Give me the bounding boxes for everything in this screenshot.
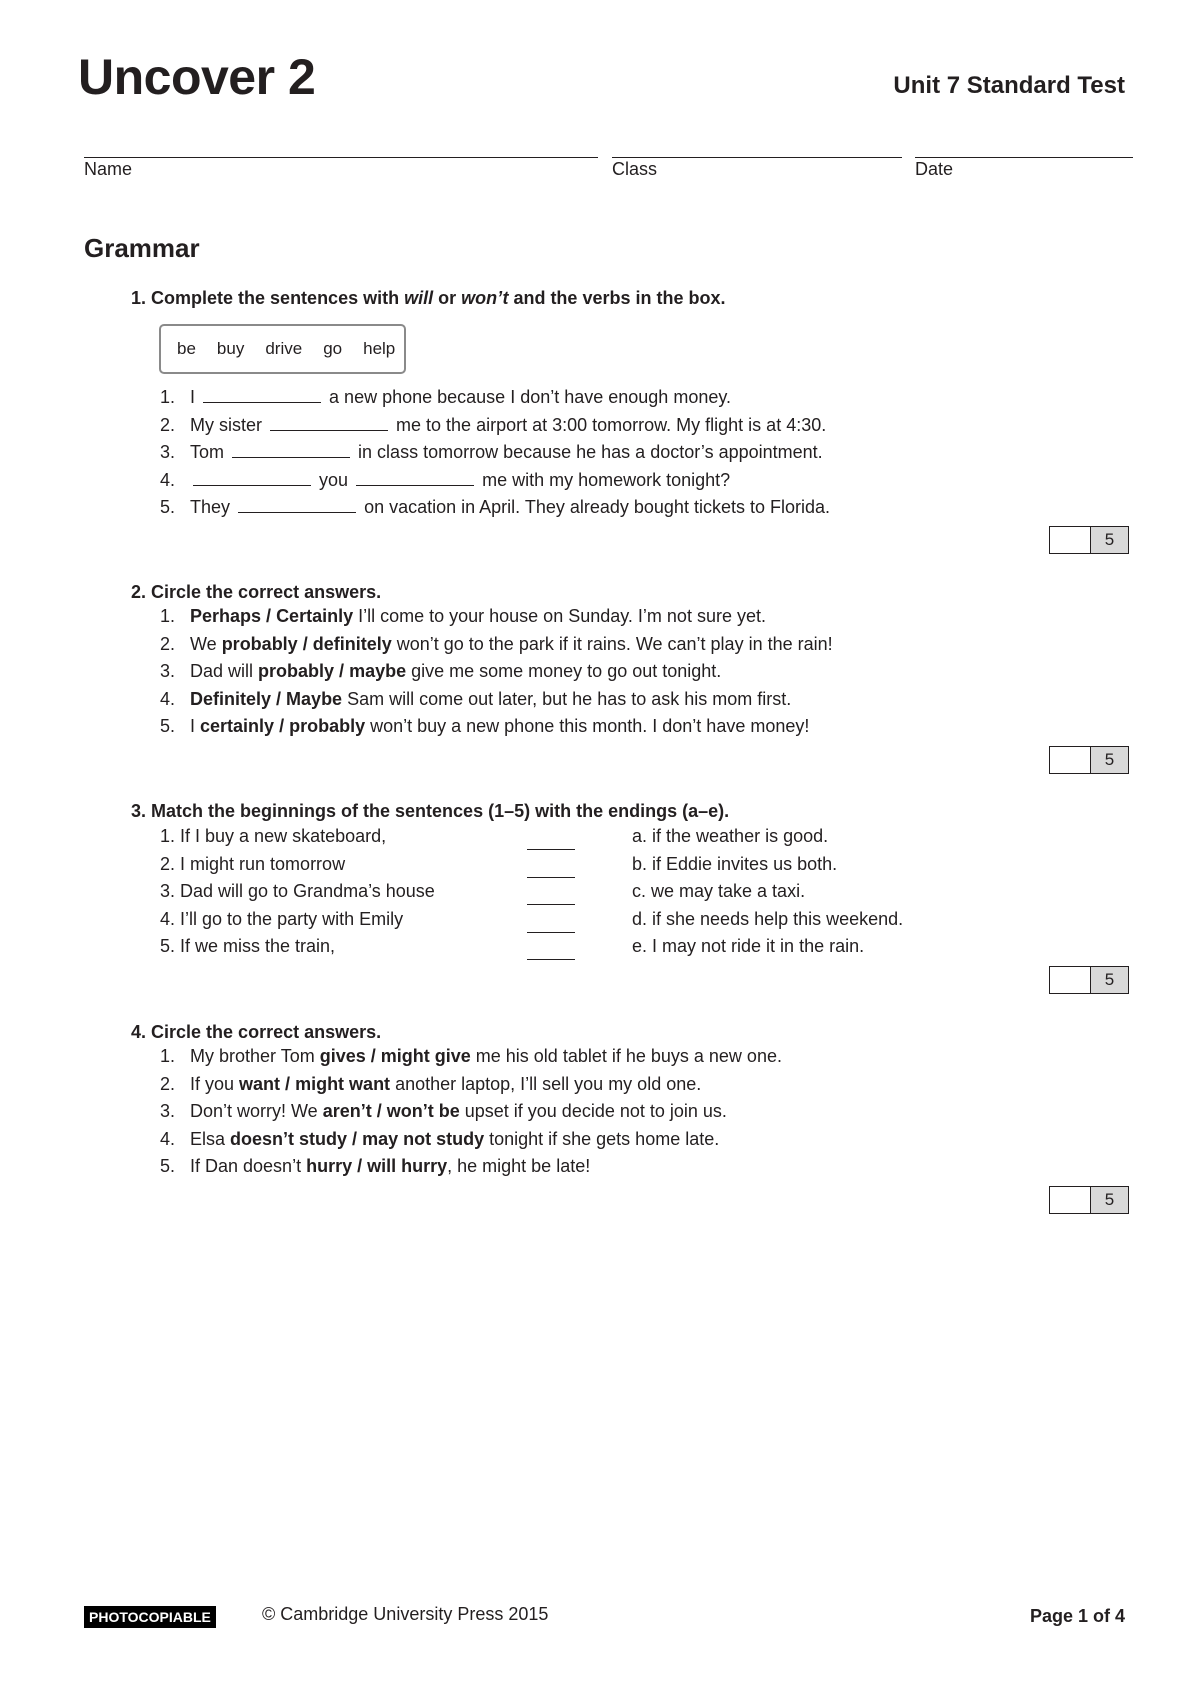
word-item: drive <box>265 339 303 358</box>
score-total: 5 <box>1091 1187 1128 1213</box>
option[interactable]: aren’t <box>322 1101 372 1121</box>
list-item: 3. Don’t worry! We aren’t / won’t be upset if you decide not to join us. <box>160 1101 727 1121</box>
option[interactable]: doesn’t study <box>230 1128 348 1149</box>
score-box[interactable] <box>1049 526 1129 554</box>
match-row <box>160 878 1000 906</box>
answer-blank[interactable] <box>527 859 575 878</box>
class-field[interactable] <box>612 157 902 180</box>
list-item: 1. My brother Tom gives / might give me his old tablet if he buys a new one. <box>160 1046 782 1066</box>
score-entry[interactable] <box>1050 967 1091 993</box>
list-item: 3. Tom in class tomorrow because he has a doctor’s appointment. <box>160 439 830 467</box>
word-box <box>159 324 406 374</box>
document-title: Uncover 2 <box>78 49 316 105</box>
option[interactable]: definitely <box>312 633 392 654</box>
word-item: buy <box>216 339 245 358</box>
option[interactable]: might give <box>380 1046 471 1066</box>
option[interactable]: probably <box>258 661 335 681</box>
exercise-4-list <box>160 1043 782 1181</box>
list-item: 5. If Dan doesn’t hurry / will hurry, he might be late! <box>160 1156 591 1176</box>
match-beginning: 1. If I buy a new skateboard, <box>160 826 387 846</box>
option[interactable]: certainly <box>200 716 275 736</box>
list-item: 5. I certainly / probably won’t buy a new phone this month. I don’t have money! <box>160 716 810 736</box>
match-beginning: 2. I might run tomorrow <box>160 853 346 874</box>
exercise-4-instruction: 4. Circle the correct answers. <box>131 1022 382 1042</box>
option[interactable]: might want <box>295 1073 391 1094</box>
option[interactable]: may not study <box>362 1128 485 1149</box>
word-item: go <box>323 339 343 358</box>
match-row <box>160 933 1000 961</box>
option[interactable]: Perhaps <box>190 606 262 626</box>
answer-blank[interactable] <box>238 494 356 513</box>
answer-blank[interactable] <box>193 467 311 486</box>
answer-blank[interactable] <box>527 886 575 905</box>
list-item: 1. I a new phone because I don’t have enough money. <box>160 384 830 412</box>
exercise-2-list <box>160 603 833 741</box>
list-item: 4. Elsa doesn’t study / may not study tonight if she gets home late. <box>160 1128 720 1149</box>
list-item: 2. My sister me to the airport at 3:00 tomorrow. My flight is at 4:30. <box>160 412 830 440</box>
word-item: be <box>177 339 196 358</box>
match-ending: b. if Eddie invites us both. <box>632 853 838 874</box>
match-beginning: 5. If we miss the train, <box>160 936 336 956</box>
score-box[interactable] <box>1049 966 1129 994</box>
option[interactable]: hurry <box>306 1156 353 1176</box>
name-label: Name <box>84 159 133 179</box>
option[interactable]: Certainly <box>276 606 354 626</box>
exercise-1-instruction: 1. Complete the sentences with will or won’t and the verbs in the box. <box>131 288 726 308</box>
exercise-3-instruction: 3. Match the beginnings of the sentences (1–5) with the endings (a–e). <box>131 801 730 821</box>
option[interactable]: Definitely <box>190 688 272 709</box>
page-number: Page 1 of 4 <box>1029 1606 1125 1626</box>
answer-blank[interactable] <box>232 439 350 458</box>
match-row <box>160 851 1000 879</box>
test-subtitle: Unit 7 Standard Test <box>893 72 1125 99</box>
list-item: 2. If you want / might want another laptop, I’ll sell you my old one. <box>160 1073 702 1094</box>
match-beginning: 4. I’ll go to the party with Emily <box>160 908 404 929</box>
match-row <box>160 906 1000 934</box>
section-heading: Grammar <box>84 233 200 263</box>
option[interactable]: will hurry <box>367 1156 448 1176</box>
score-entry[interactable] <box>1050 1187 1091 1213</box>
option[interactable]: gives <box>319 1046 366 1066</box>
list-item: 3. Dad will probably / maybe give me some money to go out tonight. <box>160 661 722 681</box>
list-item: 4. you me with my homework tonight? <box>160 467 830 495</box>
list-item: 4. Definitely / Maybe Sam will come out later, but he has to ask his mom first. <box>160 688 792 709</box>
answer-blank[interactable] <box>270 412 388 431</box>
score-total: 5 <box>1091 967 1128 993</box>
option[interactable]: maybe <box>349 661 407 681</box>
list-item: 1. Perhaps / Certainly I’ll come to your house on Sunday. I’m not sure yet. <box>160 606 766 626</box>
option[interactable]: probably <box>289 716 366 736</box>
date-label: Date <box>915 159 954 179</box>
score-box[interactable] <box>1049 746 1129 774</box>
answer-blank[interactable] <box>527 941 575 960</box>
score-total: 5 <box>1091 527 1128 553</box>
copyright: © Cambridge University Press 2015 <box>262 1604 549 1624</box>
class-label: Class <box>612 159 658 179</box>
match-ending: e. I may not ride it in the rain. <box>632 936 865 956</box>
score-entry[interactable] <box>1050 747 1091 773</box>
word-item: help <box>363 339 396 358</box>
answer-blank[interactable] <box>527 914 575 933</box>
match-row <box>160 823 1000 851</box>
list-item: 2. We probably / definitely won’t go to the park if it rains. We can’t play in the rain! <box>160 633 833 654</box>
exercise-1-list <box>160 384 830 522</box>
option[interactable]: probably <box>221 633 298 654</box>
date-field[interactable] <box>915 157 1133 180</box>
match-ending: a. if the weather is good. <box>632 826 829 846</box>
option[interactable]: want <box>239 1073 281 1094</box>
answer-blank[interactable] <box>356 467 474 486</box>
photocopiable-badge: PHOTOCOPIABLE <box>84 1606 216 1628</box>
answer-blank[interactable] <box>527 831 575 850</box>
option[interactable]: Maybe <box>286 688 343 709</box>
score-box[interactable] <box>1049 1186 1129 1214</box>
match-ending: c. we may take a taxi. <box>632 881 806 901</box>
match-beginning: 3. Dad will go to Grandma’s house <box>160 881 435 901</box>
match-ending: d. if she needs help this weekend. <box>632 908 904 929</box>
option[interactable]: won’t be <box>386 1101 460 1121</box>
exercise-2-instruction: 2. Circle the correct answers. <box>131 582 382 602</box>
list-item: 5. They on vacation in April. They already bought tickets to Florida. <box>160 494 830 522</box>
score-total: 5 <box>1091 747 1128 773</box>
name-field[interactable] <box>84 157 598 180</box>
score-entry[interactable] <box>1050 527 1091 553</box>
answer-blank[interactable] <box>203 384 321 403</box>
